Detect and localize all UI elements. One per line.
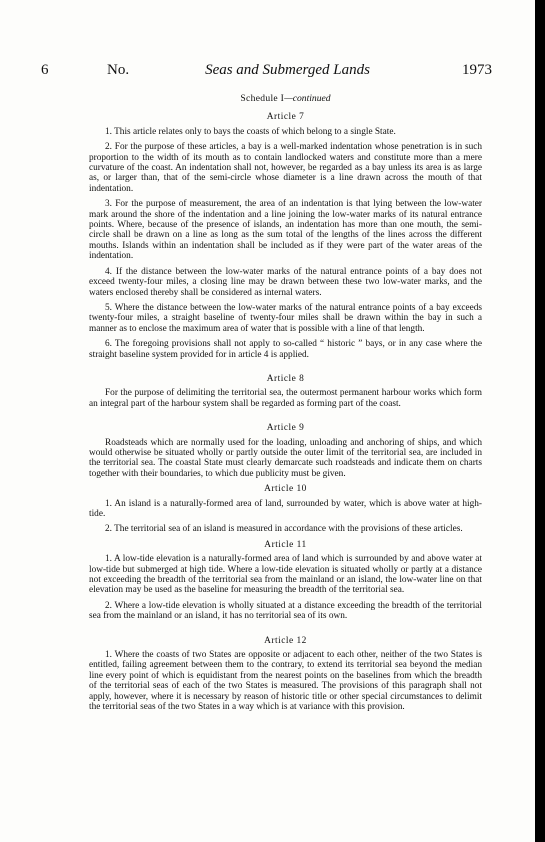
year: 1973 — [462, 62, 492, 78]
page-body — [89, 94, 482, 718]
paragraph: 1. A low-tide elevation is a naturally-formed area of land which is surrounded by and above water at low-tide but submerged at high tide. Where a low-tide elevation is situated wholly or partly at a distance not exceeding the breadth of the territorial sea from the mainland or an island, the low-water line on that elevation may be used as the baseline for measuring the breadth of the territorial sea. — [89, 554, 482, 596]
article-heading: Article 8 — [266, 373, 305, 384]
paragraph: 4. If the distance between the low-water marks of the natural entrance points of a bay does not exceed twenty-four miles, a closing line may be drawn between these two low-water marks, and the waters enclosed thereby shall be considered as internal waters. — [89, 266, 482, 298]
paragraph: 1. Where the coasts of two States are opposite or adjacent to each other, neither of the two States is entitled, failing agreement between them to the contrary, to extend its territorial sea beyond the median line every point of which is equidistant from the nearest points on the baselines from which the breadth of the territorial seas of each of the two States is measured. The provisions of this paragraph shall not apply, however, where it is necessary by reason of historic title or other special circumstances to delimit the territorial seas of the two States in a way which is at variance with this provision. — [89, 650, 482, 713]
article-heading: Article 9 — [266, 423, 305, 434]
schedule-continued: —continued — [284, 93, 331, 104]
paragraph: 3. For the purpose of measurement, the area of an indentation is that lying between the low-water mark around the shore of the indentation and a line joining the low-water marks of its natural entrance points. Where, because of the presence of islands, an indentation has more than one mouth, the semi-circle shall be drawn on a line as long as the sum total of the lengths of the lines across the different mouths. Islands within an indentation shall be included as if they were part of the water areas of the indentation. — [89, 199, 482, 262]
paragraph: 6. The foregoing provisions shall not apply to so-called “ historic ” bays, or in any case where the straight baseline system provided for in article 4 is applied. — [89, 339, 482, 360]
article-heading: Article 11 — [264, 539, 307, 550]
running-title: Seas and Submerged Lands — [205, 62, 370, 78]
paragraph: 2. The territorial sea of an island is measured in accordance with the provisions of these articles. — [105, 524, 463, 535]
page-number: 6 — [41, 62, 49, 78]
article-heading: Article 7 — [266, 112, 305, 123]
paragraph: Roadsteads which are normally used for the loading, unloading and anchoring of ships, and which would otherwise be situated wholly or partly outside the outer limit of the territorial sea, are included in the territorial sea. The coastal State must clearly demarcate such roadsteads and indicate them on charts together with their boundaries, to which due publicity must be given. — [89, 437, 482, 479]
paragraph: 1. This article relates only to bays the coasts of which belong to a single State. — [105, 126, 396, 137]
paragraph: 2. For the purpose of these articles, a bay is a well-marked indentation whose penetration is in such proportion to the width of its mouth as to contain landlocked waters and constitute more than a mere curvature of the coast. An indentation shall not, however, be regarded as a bay unless its area is as large as, or larger than, that of the semi-circle whose diameter is a line drawn across the mouth of that indentation. — [89, 142, 482, 194]
schedule-label: Schedule I — [240, 93, 285, 104]
article-heading: Article 10 — [264, 484, 307, 495]
paragraph: 5. Where the distance between the low-water marks of the natural entrance points of a bay exceeds twenty-four miles, a straight baseline of twenty-four miles shall be drawn within the bay in such a manner as to enclose the maximum area of water that is possible with a line of that length. — [89, 302, 482, 334]
act-number-label: No. — [107, 62, 130, 78]
paragraph: 2. Where a low-tide elevation is wholly situated at a distance exceeding the breadth of the territorial sea from the mainland or an island, it has no territorial sea of its own. — [89, 600, 482, 622]
paragraph: For the purpose of delimiting the territorial sea, the outermost permanent harbour works which form an integral part of the harbour system shall be regarded as forming part of the coast. — [89, 388, 482, 409]
article-heading: Article 12 — [264, 635, 307, 646]
schedule-heading — [89, 94, 482, 104]
paragraph: 1. An island is a naturally-formed area of land, surrounded by water, which is above water at high-tide. — [89, 498, 482, 519]
page-edge-shadow — [535, 0, 545, 842]
page-header — [0, 62, 535, 82]
